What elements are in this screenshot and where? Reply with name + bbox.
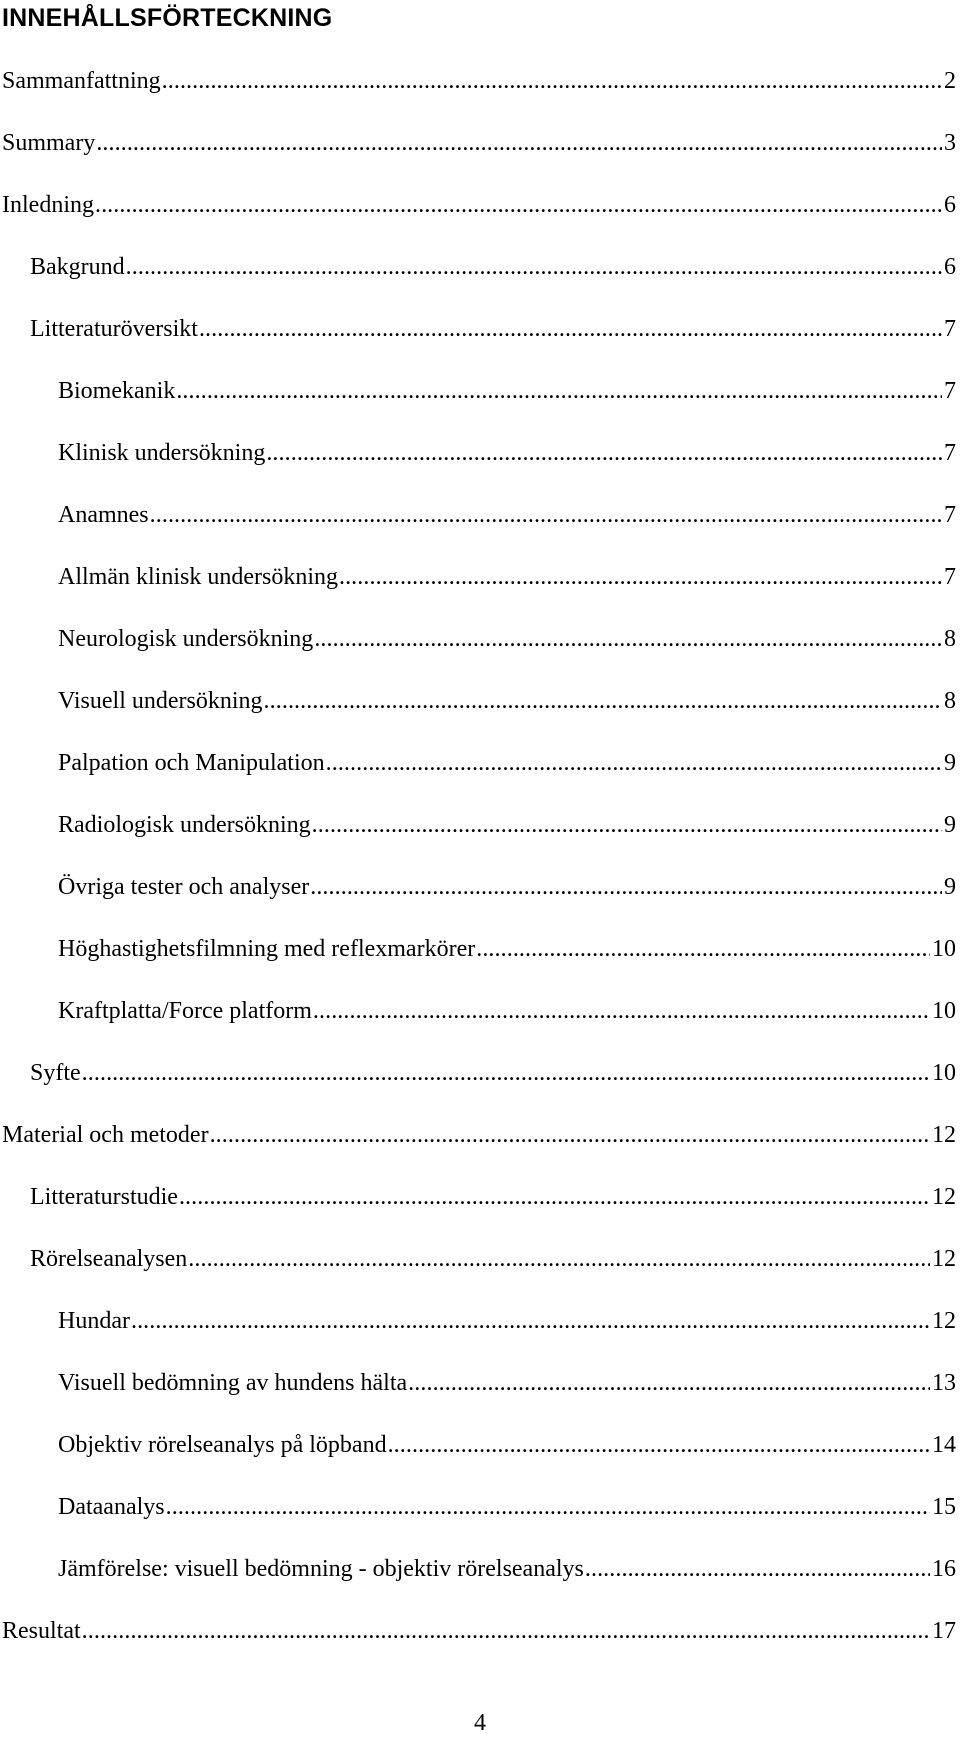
toc-entry-label: Hundar — [58, 1308, 130, 1334]
toc-entry-page: 17 — [932, 1618, 956, 1644]
dot-leader — [82, 1616, 930, 1646]
dot-leader — [388, 1430, 930, 1460]
dot-leader — [339, 562, 942, 592]
toc-entry[interactable] — [0, 252, 960, 314]
toc-entry-label: Visuell bedömning av hundens hälta — [58, 1370, 408, 1396]
toc-entry-page: 7 — [944, 316, 956, 342]
toc-entry[interactable] — [0, 128, 960, 190]
toc-entry-page: 2 — [944, 68, 956, 94]
toc-entry-page: 8 — [944, 626, 956, 652]
toc-entry[interactable] — [0, 996, 960, 1058]
toc-entry[interactable] — [0, 1430, 960, 1492]
toc-entry-page: 7 — [944, 564, 956, 590]
toc-entry[interactable] — [0, 1306, 960, 1368]
toc-entry-label: Dataanalys — [58, 1494, 165, 1520]
toc-entry[interactable] — [0, 624, 960, 686]
dot-leader — [199, 314, 942, 344]
toc-entry[interactable] — [0, 686, 960, 748]
toc-entry[interactable] — [0, 66, 960, 128]
toc-entry[interactable] — [0, 934, 960, 996]
dot-leader — [188, 1244, 930, 1274]
toc-entry-label: Syfte — [30, 1060, 81, 1086]
toc-entry-page: 9 — [944, 812, 956, 838]
toc-entry[interactable] — [0, 562, 960, 624]
toc-entry-label: Litteraturöversikt — [30, 316, 198, 342]
dot-leader — [82, 1058, 930, 1088]
dot-leader — [162, 66, 942, 96]
dot-leader — [312, 810, 942, 840]
toc-entry[interactable] — [0, 872, 960, 934]
dot-leader — [166, 1492, 930, 1522]
toc-entry[interactable] — [0, 1120, 960, 1182]
toc-entry-label: Neurologisk undersökning — [58, 626, 314, 652]
toc-entry-label: Sammanfattning — [2, 68, 161, 94]
toc-entry-page: 3 — [944, 130, 956, 156]
toc-entry[interactable] — [0, 1244, 960, 1306]
toc-entry-page: 6 — [944, 254, 956, 280]
toc-entry-page: 8 — [944, 688, 956, 714]
toc-entry-label: Palpation och Manipulation — [58, 750, 325, 776]
toc-entry[interactable] — [0, 1492, 960, 1554]
dot-leader — [176, 376, 942, 406]
dot-leader — [210, 1120, 930, 1150]
dot-leader — [408, 1368, 930, 1398]
toc-entry[interactable] — [0, 810, 960, 872]
dot-leader — [313, 996, 930, 1026]
toc-entry-label: Inledning — [2, 192, 94, 218]
toc-entry-page: 7 — [944, 378, 956, 404]
toc-entry-page: 12 — [932, 1246, 956, 1272]
toc-entry-label: Material och metoder — [2, 1122, 209, 1148]
dot-leader — [150, 500, 942, 530]
page-number: 4 — [474, 1710, 486, 1736]
dot-leader — [266, 438, 942, 468]
toc-entry-page: 9 — [944, 874, 956, 900]
dot-leader — [326, 748, 942, 778]
toc-entry[interactable] — [0, 1616, 960, 1678]
toc-entry-label: Jämförelse: visuell bedömning - objektiv rörelseanalys — [58, 1556, 584, 1582]
toc-entry-label: Bakgrund — [30, 254, 125, 280]
dot-leader — [585, 1554, 930, 1584]
toc-entry[interactable] — [0, 500, 960, 562]
toc-entry-label: Övriga tester och analyser — [58, 874, 310, 900]
dot-leader — [264, 686, 942, 716]
toc-entry-page: 6 — [944, 192, 956, 218]
toc-entry-label: Biomekanik — [58, 378, 176, 404]
toc-entry-page: 16 — [932, 1556, 956, 1582]
toc-entry-page: 12 — [932, 1122, 956, 1148]
toc-entry-page: 9 — [944, 750, 956, 776]
toc-entry-page: 12 — [932, 1308, 956, 1334]
toc-entry-label: Resultat — [2, 1618, 81, 1644]
table-of-contents — [0, 66, 960, 1678]
toc-entry-page: 7 — [944, 502, 956, 528]
toc-entry-page: 12 — [932, 1184, 956, 1210]
toc-entry-page: 7 — [944, 440, 956, 466]
dot-leader — [131, 1306, 930, 1336]
toc-entry-label: Objektiv rörelseanalys på löpband — [58, 1432, 387, 1458]
dot-leader — [96, 128, 942, 158]
toc-entry-label: Rörelseanalysen — [30, 1246, 188, 1272]
toc-entry-label: Kraftplatta/Force platform — [58, 998, 312, 1024]
dot-leader — [95, 190, 942, 220]
toc-entry-label: Allmän klinisk undersökning — [58, 564, 338, 590]
toc-entry[interactable] — [0, 438, 960, 500]
toc-heading: INNEHÅLLSFÖRTECKNING — [2, 4, 333, 32]
toc-entry[interactable] — [0, 314, 960, 376]
toc-entry-page: 10 — [932, 1060, 956, 1086]
toc-entry[interactable] — [0, 190, 960, 252]
toc-entry-label: Summary — [2, 130, 96, 156]
toc-entry[interactable] — [0, 1182, 960, 1244]
toc-entry-label: Radiologisk undersökning — [58, 812, 311, 838]
toc-entry-page: 10 — [932, 998, 956, 1024]
dot-leader — [126, 252, 942, 282]
toc-entry[interactable] — [0, 1058, 960, 1120]
toc-entry[interactable] — [0, 748, 960, 810]
dot-leader — [179, 1182, 930, 1212]
toc-entry-page: 15 — [932, 1494, 956, 1520]
toc-entry-label: Litteraturstudie — [30, 1184, 178, 1210]
toc-entry-page: 14 — [932, 1432, 956, 1458]
toc-entry-label: Klinisk undersökning — [58, 440, 266, 466]
dot-leader — [476, 934, 930, 964]
toc-entry-page: 10 — [932, 936, 956, 962]
toc-entry-page: 13 — [932, 1370, 956, 1396]
dot-leader — [310, 872, 942, 902]
toc-entry[interactable] — [0, 376, 960, 438]
toc-entry-label: Anamnes — [58, 502, 149, 528]
toc-entry-label: Visuell undersökning — [58, 688, 263, 714]
toc-entry[interactable] — [0, 1368, 960, 1430]
toc-entry-label: Höghastighetsfilmning med reflexmarkörer — [58, 936, 476, 962]
dot-leader — [314, 624, 942, 654]
toc-entry[interactable] — [0, 1554, 960, 1616]
